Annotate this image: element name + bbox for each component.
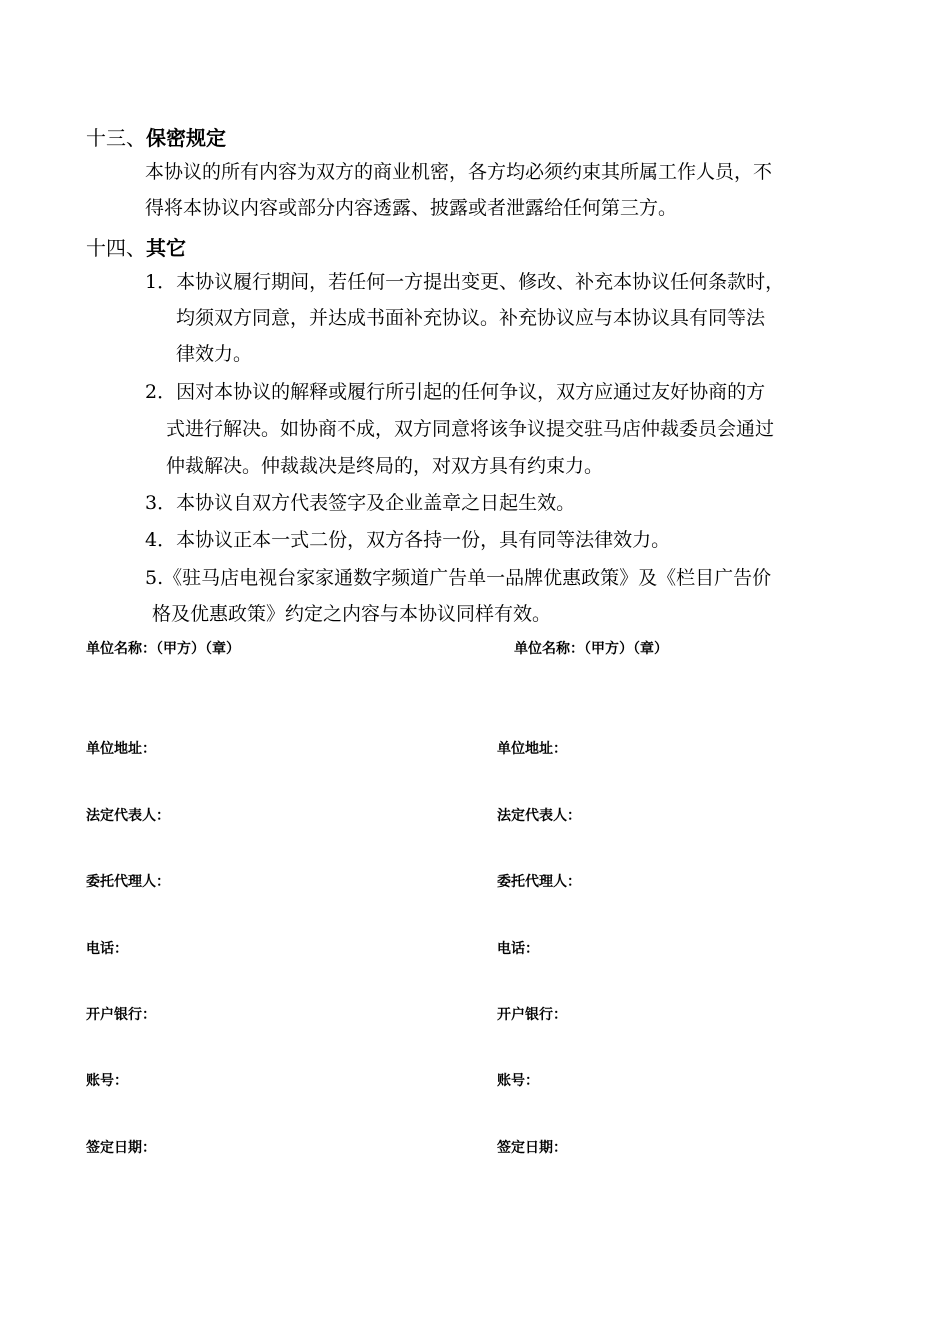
section-13-number: 十三、 <box>86 126 146 150</box>
section-14-item-4-line-1: 4．本协议正本一式二份，双方各持一份，具有同等法律效力。 <box>145 529 671 551</box>
right-agent-label: 委托代理人： <box>497 874 581 890</box>
left-bank-label: 开户银行： <box>86 1007 156 1023</box>
section-13-heading <box>86 126 226 150</box>
left-phone-label: 电话： <box>86 941 128 957</box>
section-14-item-2-line-3: 仲裁解决。仲裁裁决是终局的，对双方具有约束力。 <box>166 455 604 477</box>
right-unit-name-label: 单位名称：（甲方）（章） <box>514 641 668 657</box>
section-13-line-1: 本协议的所有内容为双方的商业机密，各方均必须约束其所属工作人员，不 <box>145 161 773 183</box>
section-14-item-3-line-1: 3．本协议自双方代表签字及企业盖章之日起生效。 <box>145 492 576 514</box>
right-bank-label: 开户银行： <box>497 1007 567 1023</box>
section-14-item-5-line-1: 5.《驻马店电视台家家通数字频道广告单一品牌优惠政策》及《栏目广告价 <box>145 567 772 589</box>
section-13-title: 保密规定 <box>146 126 226 150</box>
right-sign-date-label: 签定日期： <box>497 1140 567 1156</box>
section-14-item-1-line-1: 1．本协议履行期间，若任何一方提出变更、修改、补充本协议任何条款时， <box>145 271 785 293</box>
section-14-item-5-line-2: 格及优惠政策》约定之内容与本协议同样有效。 <box>152 603 552 625</box>
section-14-title: 其它 <box>146 236 186 260</box>
right-address-label: 单位地址： <box>497 741 567 757</box>
left-legal-rep-label: 法定代表人： <box>86 808 170 824</box>
section-14-item-1-line-3: 律效力。 <box>176 343 253 365</box>
section-14-item-2-line-2: 式进行解决。如协商不成，双方同意将该争议提交驻马店仲裁委员会通过 <box>166 418 775 440</box>
section-14-number: 十四、 <box>86 236 146 260</box>
right-account-label: 账号： <box>497 1073 539 1089</box>
section-14-heading <box>86 236 186 260</box>
section-14-item-1-line-2: 均须双方同意，并达成书面补充协议。补充协议应与本协议具有同等法 <box>176 307 766 329</box>
section-14-item-2-line-1: 2．因对本协议的解释或履行所引起的任何争议，双方应通过友好协商的方 <box>145 381 766 403</box>
right-phone-label: 电话： <box>497 941 539 957</box>
left-sign-date-label: 签定日期： <box>86 1140 156 1156</box>
right-legal-rep-label: 法定代表人： <box>497 808 581 824</box>
left-unit-name-label: 单位名称：（甲方）（章） <box>86 641 240 657</box>
left-address-label: 单位地址： <box>86 741 156 757</box>
left-account-label: 账号： <box>86 1073 128 1089</box>
left-agent-label: 委托代理人： <box>86 874 170 890</box>
section-13-line-2: 得将本协议内容或部分内容透露、披露或者泄露给任何第三方。 <box>145 197 678 219</box>
